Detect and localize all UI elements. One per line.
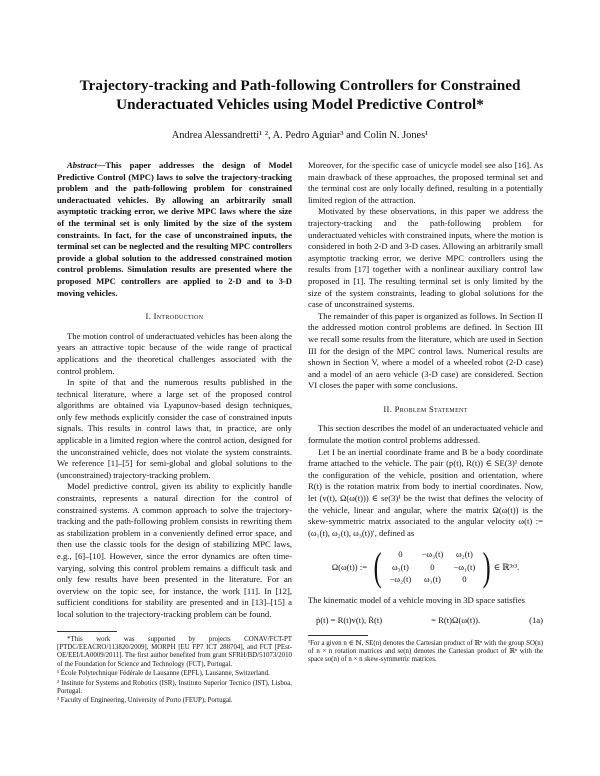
section-heading-problem-statement: II. Problem Statement	[383, 403, 468, 414]
abstract	[57, 160, 292, 299]
matrix-cell: −ω₁(t)	[453, 561, 476, 572]
equation-lhs: Ω(ω(t)) :=	[331, 561, 368, 572]
equation-rhs: = R(t)Ω(ω(t)).	[431, 615, 481, 625]
footnote-rule	[308, 635, 368, 636]
paragraph: The remainder of this paper is organized as follows. In Section II the addressed motion control problems are defined. In Section III we recall some results from the literature, which are used in Section III for the design of the MPC control laws. Numerical results are shown in Section V, where a model of a wheeled robot (2-D case) and a model of an aero vehicle (3-D case) are considered. Section VI closes the paper with some conclusions.	[308, 310, 543, 391]
paragraph: Let I be an inertial coordinate frame and B be a body coordinate frame attached to the vehicle. The pair (p(t), R(t)) ∈ SE(3)¹ denote the configuration of the vehicle, position and orientation, where R(t) is the rotation matrix from body to inertial coordinates. Now, let (v(t), Ω(ω(t))) ∈ se(3)¹ be the twist that defines the velocity of the vehicle, linear and angular, where the matrix Ω(ω(t)) is the skew-symmetric matrix associated to the angular velocity ω(t) := (ω₁(t), ω₂(t), ω₃(t))′, defined as	[308, 446, 543, 538]
equation-rhs: ∈ ℝ³ˣ³.	[493, 561, 520, 572]
right-bracket: )	[483, 544, 492, 590]
paragraph: This section describes the model of an underactuated vehicle and formulate the motion control problems addressed.	[308, 423, 543, 446]
paragraph: The motion control of underactuated vehicles has been along the years an attractive topic because of the wide range of practical applications and the theoretical challenges associated with the control problem.	[57, 330, 292, 376]
footnote-rule	[57, 631, 117, 632]
paragraph: Moreover, for the specific case of unicycle model see also [16]. As main drawback of these approaches, the proposed terminal set and the terminal cost are only locally defined, resulting in a potentially limited region of the attraction.	[308, 160, 543, 205]
paragraph: Motivated by these observations, in this paper we address the trajectory-tracking and the path-following problem for underactuated vehicles with constrained inputs, where the motion is considered in both 2-D and 3-D cases. Allowing an arbitrarily small asymptotic tracking error, we derive MPC controllers using the results from [17] together with a nonlinear auxiliary control law proposed in [1]. The resulting terminal set is only limited by the size of the system constraints, leading to global solutions for the case of unconstrained systems.	[308, 206, 543, 310]
footnote: ¹ École Polytechnique Fédérale de Lausanne (EPFL), Lausanne, Switzerland.	[57, 670, 270, 678]
left-bracket: (	[373, 544, 382, 590]
abstract-text: —This paper addresses the design of Model Predictive Control (MPC) laws to solve the trajectory-tracking problem and the path-following problem for constrained underactuated vehicles. By allowing an arbitrarily small asymptotic tracking error, we derive MPC laws where the size of the terminal set is only limited by the size of the system constraints. In fact, for the case of unconstrained inputs, the terminal set can be neglected and the resulting MPC controllers provide a global solution to the addressed constrained motion control problems. Simulation results are presented where the proposed MPC controllers are applied to 2-D and to 3-D moving vehicles.	[57, 160, 292, 298]
section-heading-introduction: I. Introduction	[145, 311, 204, 322]
matrix-grid	[384, 549, 480, 586]
equation-lhs: ṗ(t) = R(t)v(t), Ṙ(t)	[316, 615, 383, 625]
footnote: ² Institute for Systems and Robotics (ISR), Instituto Superior Tecnico (IST), Lisboa, Portugal.	[57, 679, 292, 695]
matrix-cell: −ω₂(t)	[389, 574, 412, 585]
right-column	[308, 160, 543, 665]
matrix	[371, 544, 494, 590]
footnote: ³ Faculty of Engineering, University of Porto (FEUP), Portugal.	[57, 697, 233, 705]
author-list: Andrea Alessandretti¹ ², A. Pedro Aguiar³ and Colin N. Jones¹	[171, 130, 429, 141]
matrix-cell: 0	[398, 549, 403, 560]
footnotes-left	[57, 636, 292, 706]
paragraph: The kinematic model of a vehicle moving in 3D space satisfies	[308, 595, 525, 606]
paragraph: In spite of that and the numerous results published in the technical literature, where a large set of the proposed control algorithms are obtained via Lyapunov-based design techniques, only few methods explicitly consider the case of constrained inputs signals. This results in control laws that, in practice, are only applicable in a limited region where the control action, designed for the unconstrained vehicle, does not violate the system constraints. We reference [1]–[5] for semi-global and global solutions to the (unconstrained) trajectory-tracking problem.	[57, 377, 292, 480]
equation-label: (1a)	[529, 615, 543, 625]
skew-matrix-equation	[308, 544, 543, 590]
matrix-cell: ω₁(t)	[424, 574, 441, 585]
kinematic-equation	[308, 615, 543, 627]
matrix-cell: 0	[430, 561, 435, 572]
abstract-label: Abstract	[67, 160, 97, 170]
matrix-cell: −ω₃(t)	[421, 549, 444, 560]
footnote: *This work was supported by projects CONAV/FCT-PT [PTDC/EEACRO/113820/2009], MORPH [EU FP7 ICT 288704], and FCT [PEst-OE/EEI/LA0009/2011]. The first author benefited from grant SFRH/BD/51073/2010 of the Foundation for Science and Technology (FCT), Portugal.	[57, 635, 292, 668]
left-column	[57, 160, 292, 707]
paragraph: Model predictive control, given its ability to explicitly handle constraints, represents a natural direction for the control of constrained systems. A common approach to solve the trajectory-tracking and the path-following problem consists in rewriting them as stabilization problem in a conveniently defined error space, and then use the classic tools for the design of stabilizing MPC laws, e.g., [6]–[10]. However, since the error dynamics are often time-varying, solving this control problem remains a difficult task and only few results have been presented in the literature. For an overview on the topic see, for instance, the work [11]. In [12], sufficient conditions for stability are presented and in [13]–[15] a local solution to the trajectory-tracking problem can be found.	[57, 481, 292, 619]
matrix-cell: 0	[462, 574, 467, 585]
paper-title: Trajectory-tracking and Path-following Controllers for Constrained Underactuated Vehicles using Model Predictive Control*	[79, 77, 521, 113]
matrix-cell: ω₂(t)	[456, 549, 473, 560]
matrix-cell: ω₃(t)	[392, 561, 409, 572]
footnote-right: ¹For a given n ∈ ℕ, SE(n) denotes the Cartesian product of ℝⁿ with the group SO(n) of n × n rotation matrices and se(n) denotes the Cartesian product of ℝⁿ with the space so(n) of n × n skew-symmetric matrices.	[308, 639, 543, 664]
